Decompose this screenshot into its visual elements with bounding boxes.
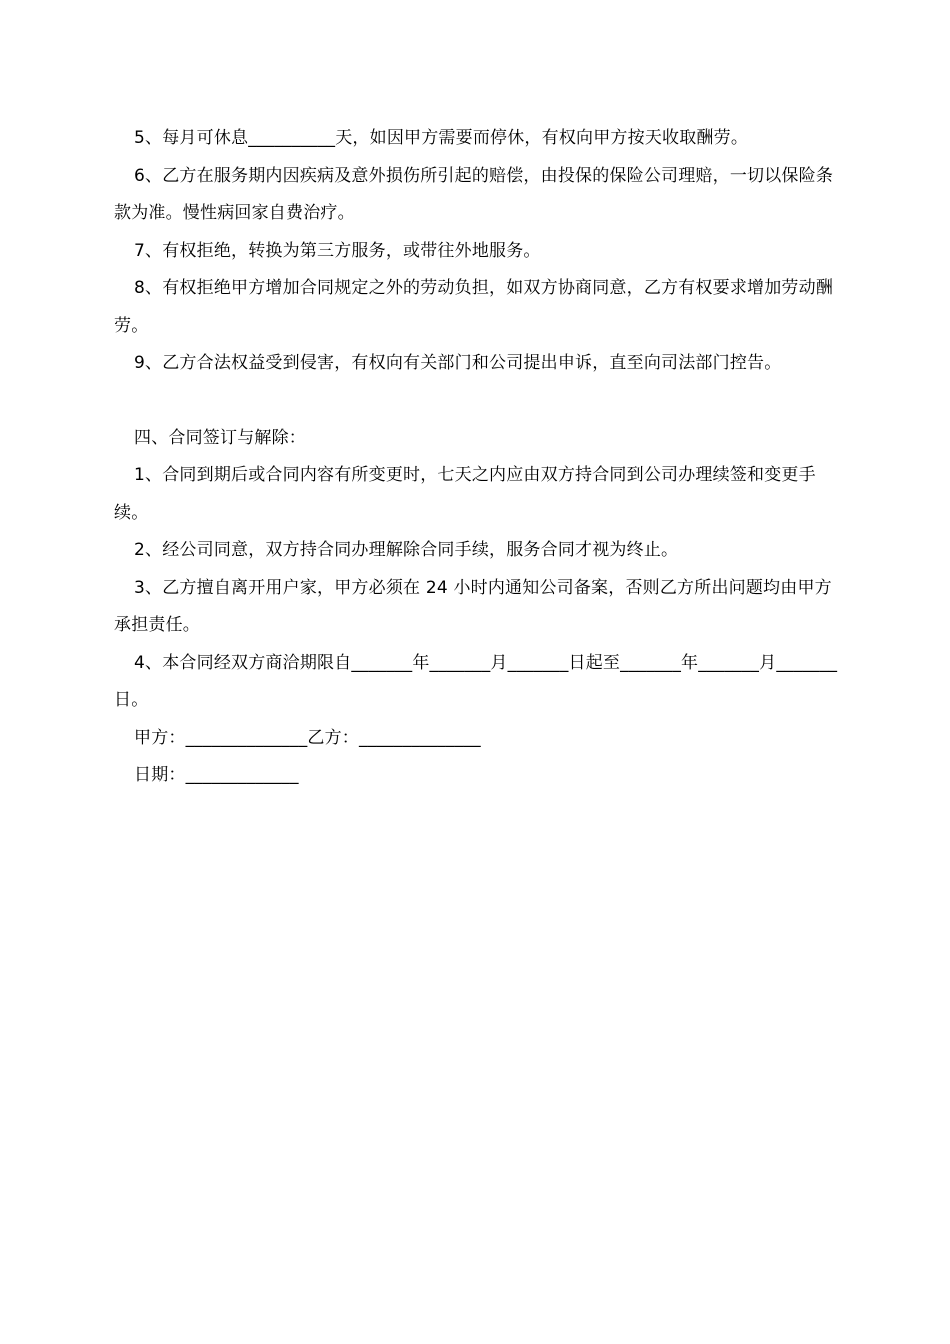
section-spacer	[114, 383, 842, 420]
section-4-heading: 四、合同签订与解除：	[134, 427, 306, 448]
section-4-clause-3: 3、乙方擅自离开用户家，甲方必须在 24 小时内通知公司备案，否则乙方所出问题均由甲方承担责任。	[114, 577, 832, 635]
clause-8: 8、有权拒绝甲方增加合同规定之外的劳动负担，如双方协商同意，乙方有权要求增加劳动酬劳。	[114, 278, 834, 336]
clause-6: 6、乙方在服务期内因疾病及意外损伤所引起的赔偿，由投保的保险公司理赔，一切以保险条款为准。慢性病回家自费治疗。	[114, 165, 834, 223]
contract-body	[114, 120, 842, 795]
clause-5: 5、每月可休息__________天，如因甲方需要而停休，有权向甲方按天收取酬劳。	[134, 128, 749, 148]
signature-date-line: 日期：_____________	[134, 765, 299, 785]
section-4-clause-1: 1、合同到期后或合同内容有所变更时，七天之内应由双方持合同到公司办理续签和变更手续。	[114, 465, 816, 523]
section-4-clause-2: 2、经公司同意，双方持合同办理解除合同手续，服务合同才视为终止。	[134, 540, 679, 560]
section-4-clause-4: 4、本合同经双方商洽期限自_______年_______月_______日起至_______年_______月_______日。	[114, 652, 838, 710]
clause-9: 9、乙方合法权益受到侵害，有权向有关部门和公司提出申诉，直至向司法部门控告。	[134, 353, 782, 373]
clause-7: 7、有权拒绝，转换为第三方服务，或带往外地服务。	[134, 240, 541, 261]
signature-parties-line: 甲方：______________乙方：______________	[134, 727, 481, 748]
